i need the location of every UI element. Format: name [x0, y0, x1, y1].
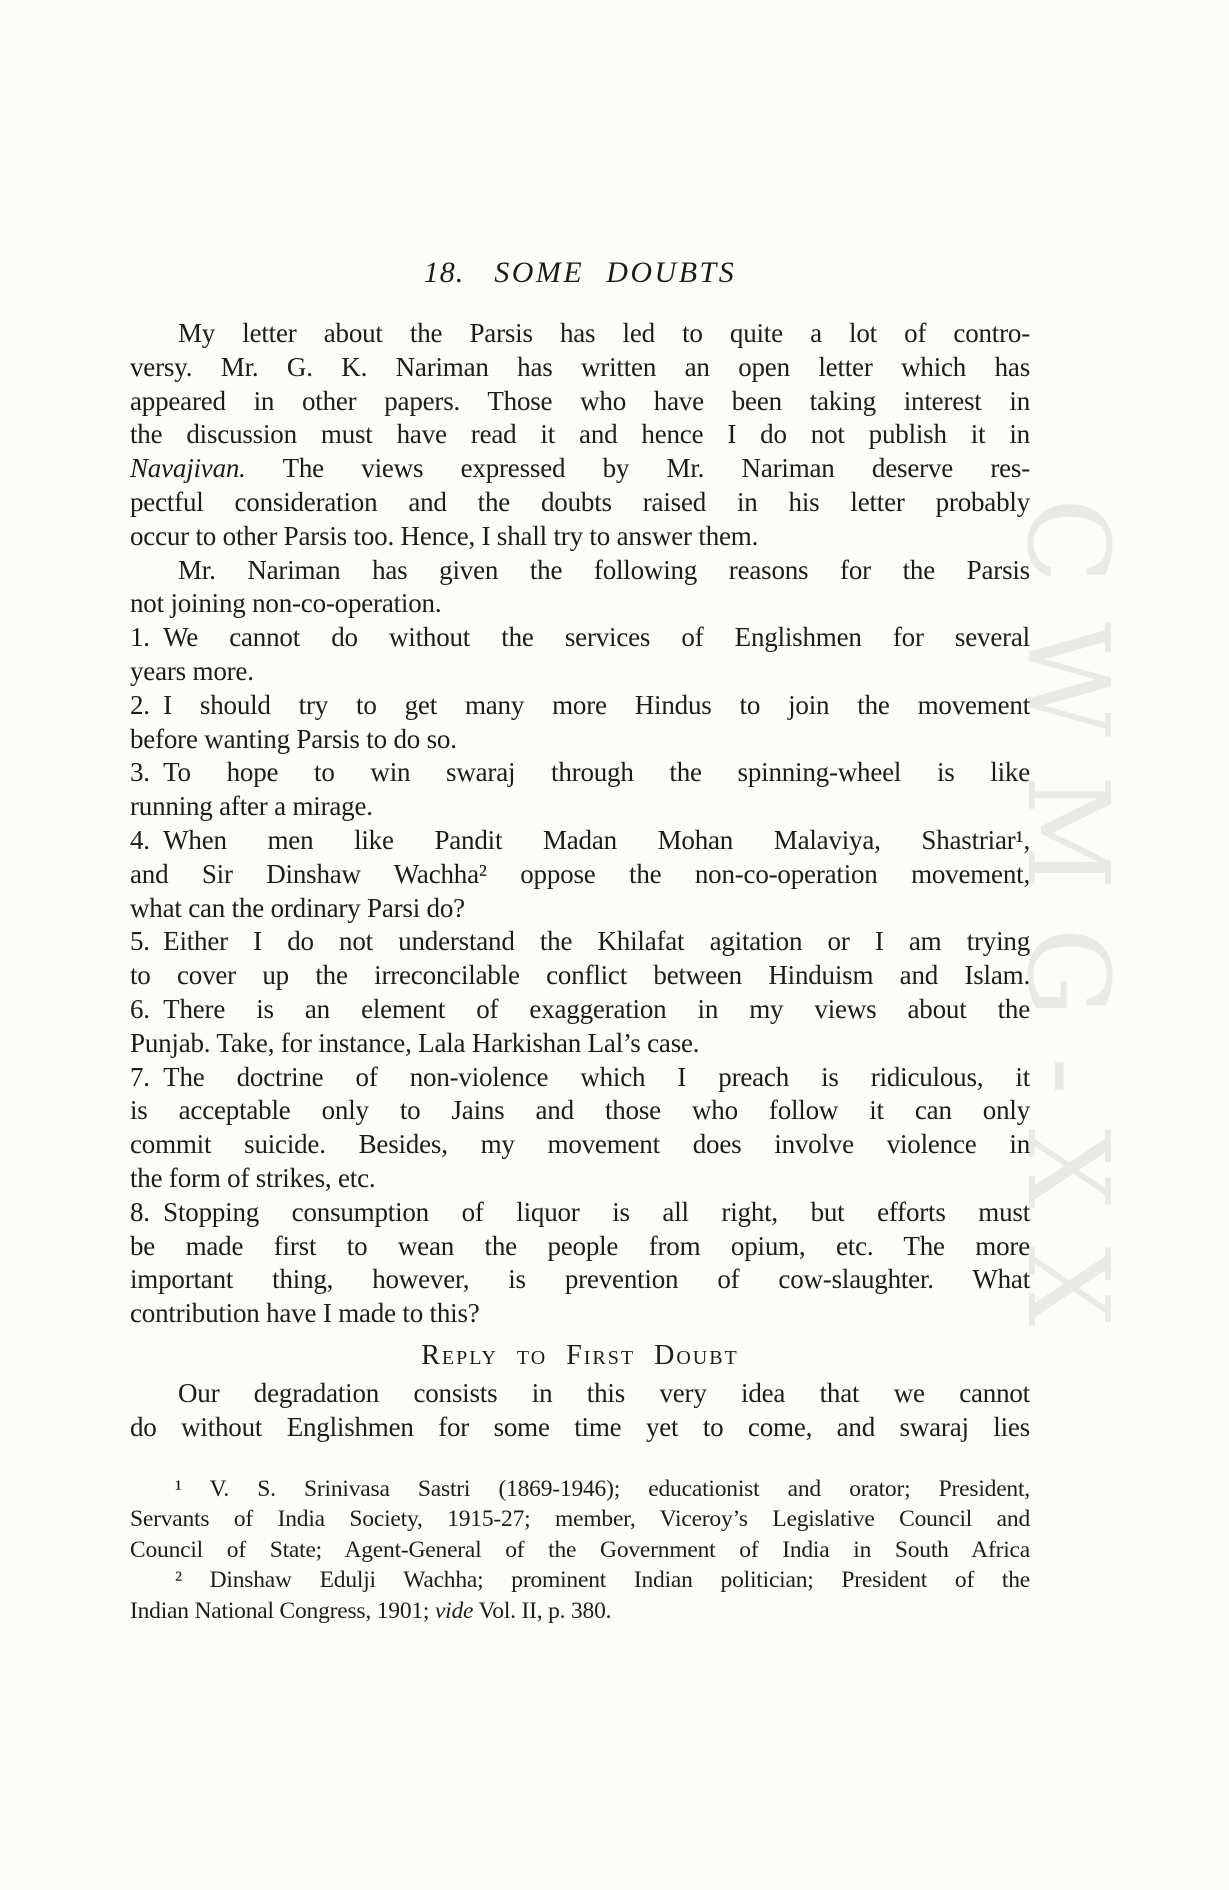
text-line: My letter about the Parsis has led to quite a lot of contro- [178, 318, 1030, 348]
text-line: the form of strikes, etc. [130, 1162, 376, 1193]
text-line: contribution have I made to this? [130, 1298, 480, 1329]
list-item-3 [130, 756, 1030, 824]
text-line: 2. I should try to get many more Hindus to join the movement [130, 689, 1030, 720]
text-line: 1. We cannot do without the services of Englishmen for several [130, 622, 1030, 653]
footnotes [130, 1474, 1030, 1627]
text-line: occur to other Parsis too. Hence, I shall try to answer them. [130, 520, 759, 551]
text-line: to cover up the irreconcilable conflict between Hinduism and Islam. [130, 960, 1030, 991]
text-line: 6. There is an element of exaggeration in my views about the [130, 993, 1030, 1024]
paragraph-reasons-intro [130, 554, 1030, 622]
text-line: appeared in other papers. Those who have been taking interest in [130, 385, 1030, 416]
list-item-4 [130, 824, 1030, 925]
text-line: Servants of India Society, 1915-27; member, Viceroy’s Legislative Council and [130, 1506, 1030, 1533]
list-item-6 [130, 993, 1030, 1061]
text-line: before wanting Parsis to do so. [130, 723, 457, 754]
text-line: commit suicide. Besides, my movement does involve violence in [130, 1129, 1030, 1160]
chapter-number: 18. [423, 256, 465, 289]
text-line: 7. The doctrine of non-violence which I preach is ridiculous, it [130, 1061, 1030, 1092]
paragraph-reply [130, 1377, 1030, 1445]
text-line: 5. Either I do not understand the Khilafat agitation or I am trying [130, 926, 1030, 957]
text-line: Council of State; Agent-General of the Government of India in South Africa [130, 1536, 1030, 1563]
list-item-1 [130, 621, 1030, 689]
text-line: ² Dinshaw Edulji Wachha; prominent Indian politician; President of the [175, 1567, 1030, 1594]
text-line: versy. Mr. G. K. Nariman has written an open letter which has [130, 351, 1030, 382]
text-line: pectful consideration and the doubts raised in his letter probably [130, 486, 1030, 517]
text-line: 3. To hope to win swaraj through the spinning-wheel is like [130, 757, 1030, 788]
text-line: do without Englishmen for some time yet to come, and swaraj lies [130, 1411, 1030, 1442]
text-line: important thing, however, is prevention of cow-slaughter. What [130, 1264, 1030, 1295]
list-item-2 [130, 689, 1030, 757]
list-item-8 [130, 1196, 1030, 1331]
list-item-7 [130, 1061, 1030, 1196]
text-line: Navajivan. The views expressed by Mr. Nariman deserve res- [130, 453, 1030, 484]
text-line: what can the ordinary Parsi do? [130, 892, 465, 923]
text-line: be made first to wean the people from opium, etc. The more [130, 1230, 1030, 1261]
section-heading: Reply to First Doubt [421, 1339, 739, 1371]
footnote-1 [130, 1474, 1030, 1566]
text-line: Mr. Nariman has given the following reasons for the Parsis [178, 554, 1030, 585]
text-line: running after a mirage. [130, 791, 373, 822]
text-line: Punjab. Take, for instance, Lala Harkishan Lal’s case. [130, 1027, 700, 1058]
text-line: 8. Stopping consumption of liquor is all right, but efforts must [130, 1196, 1030, 1227]
chapter-title [130, 256, 1030, 290]
paragraph-intro [130, 317, 1030, 554]
text-line: not joining non-co-operation. [130, 588, 442, 619]
text-line: ¹ V. S. Srinivasa Sastri (1869-1946); educationist and orator; President, [175, 1475, 1030, 1502]
page-content [130, 256, 1030, 1626]
watermark-text: CWMG-XX [1002, 498, 1132, 1365]
text-line: years more. [130, 655, 254, 686]
text-line: Indian National Congress, 1901; vide Vol. II, p. 380. [130, 1597, 612, 1624]
text-line: Our degradation consists in this very idea that we cannot [178, 1377, 1030, 1408]
footnote-2 [130, 1565, 1030, 1626]
list-item-5 [130, 925, 1030, 993]
chapter-title-text: SOME DOUBTS [494, 256, 737, 289]
text-line: is acceptable only to Jains and those who follow it can only [130, 1095, 1030, 1126]
text-line: 4. When men like Pandit Madan Mohan Malaviya, Shastriar¹, [130, 824, 1030, 855]
text-line: the discussion must have read it and hence I do not publish it in [130, 419, 1030, 450]
text-line: and Sir Dinshaw Wachha² oppose the non-co-operation movement, [130, 858, 1030, 889]
